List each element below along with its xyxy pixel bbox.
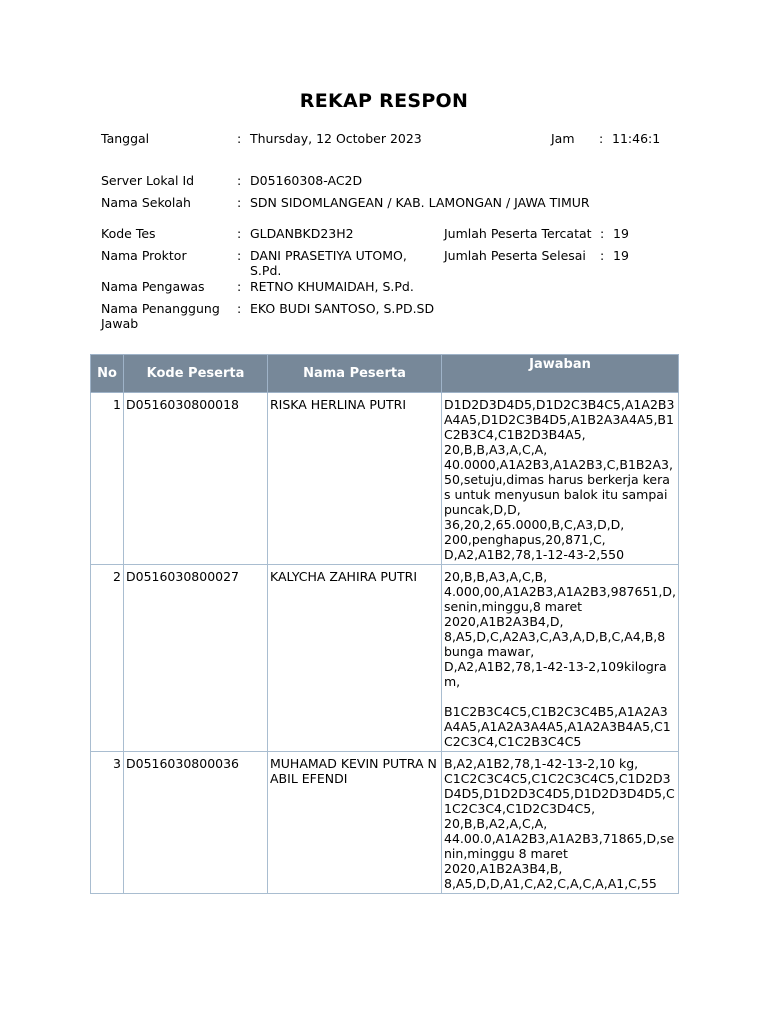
colon: : (237, 301, 242, 316)
kode-tes-value: GLDANBKD23H2 (250, 226, 354, 241)
cell-nama: MUHAMAD KEVIN PUTRA NABIL EFENDI (268, 752, 442, 894)
server-label: Server Lokal Id (101, 173, 195, 188)
cell-jawaban: 20,B,B,A3,A,C,B, 4.000,00,A1A2B3,A1A2B3,987651,D, senin,minggu,8 maret 2020,A1B2A3B4,D, 8,A5,D,C,A2A3,C,A3,A,D,B,C,A4,B,8 bunga mawar, D,A2,A1B2,78,1-42-13-2,109kilogram, B1C2B3C4C5,C1B2C3C4B5,A1A2A3A4A5,A1A2A3A4A5,A1A2A3B4A5,C1C2C3C4,C1C2B3C4C5 (442, 565, 679, 752)
sekolah-label: Nama Sekolah (101, 195, 191, 210)
table-header-row (91, 355, 679, 393)
tanggal-label: Tanggal (101, 131, 150, 146)
colon: : (600, 226, 605, 241)
proktor-value: DANI PRASETIYA UTOMO, S.Pd. (250, 248, 407, 278)
colon: : (599, 131, 604, 146)
tanggal-value: Thursday, 12 October 2023 (250, 131, 422, 146)
cell-jawaban: D1D2D3D4D5,D1D2C3B4C5,A1A2B3A4A5,D1D2C3B4D5,A1B2A3A4A5,B1C2B3C4,C1B2D3B4A5, 20,B,B,A3,A,C,A, 40.0000,A1A2B3,A1A2B3,C,B1B2A3, 50,setuju,dimas harus berkerja keras untuk menyusun balok itu sampai puncak,D,D, 36,20,2,65.0000,B,C,A3,D,D, 200,penghapus,20,871,C, D,A2,A1B2,78,1-12-43-2,550 (442, 393, 679, 565)
column-header-kode: Kode Peserta (124, 355, 268, 393)
cell-kode: D0516030800036 (124, 752, 268, 894)
tercatat-value: 19 (613, 226, 629, 241)
cell-nama: KALYCHA ZAHIRA PUTRI (268, 565, 442, 752)
colon: : (237, 248, 242, 263)
table-row (91, 565, 679, 752)
colon: : (237, 173, 242, 188)
cell-no: 1 (91, 393, 124, 565)
page-title: REKAP RESPON (299, 90, 469, 112)
jam-label: Jam (551, 131, 575, 146)
cell-kode: D0516030800027 (124, 565, 268, 752)
cell-kode: D0516030800018 (124, 393, 268, 565)
colon: : (237, 226, 242, 241)
column-header-no: No (91, 355, 124, 393)
colon: : (237, 131, 242, 146)
kode-tes-row (0, 226, 768, 242)
colon: : (600, 248, 605, 263)
selesai-label: Jumlah Peserta Selesai (444, 248, 586, 263)
server-value: D05160308-AC2D (250, 173, 363, 188)
table-row (91, 752, 679, 894)
sekolah-value: SDN SIDOMLANGEAN / KAB. LAMONGAN / JAWA TIMUR (250, 195, 590, 210)
tercatat-label: Jumlah Peserta Tercatat (444, 226, 592, 241)
penanggung-label: Nama Penanggung Jawab (101, 301, 220, 331)
table-row (91, 393, 679, 565)
colon: : (237, 195, 242, 210)
cell-no: 3 (91, 752, 124, 894)
penanggung-value: EKO BUDI SANTOSO, S.PD.SD (250, 301, 435, 316)
sekolah-row (0, 195, 768, 211)
cell-nama: RISKA HERLINA PUTRI (268, 393, 442, 565)
kode-tes-label: Kode Tes (101, 226, 156, 241)
cell-jawaban: B,A2,A1B2,78,1-42-13-2,10 kg, C1C2C3C4C5,C1C2C3C4C5,C1D2D3D4D5,D1D2D3C4D5,D1D2D3D4D5,C1C2C3C4,C1D2C3D4C5, 20,B,B,A2,A,C,A, 44.00.0,A1A2B3,A1A2B3,71865,D,senin,minggu 8 maret 2020,A1B2A3B4,B, 8,A5,D,D,A1,C,A2,C,A,C,A,A1,C,55 (442, 752, 679, 894)
penanggung-row (0, 301, 768, 331)
pengawas-value: RETNO KHUMAIDAH, S.Pd. (250, 279, 414, 294)
cell-no: 2 (91, 565, 124, 752)
pengawas-row (0, 279, 768, 295)
server-row (0, 173, 768, 189)
tanggal-row (0, 131, 768, 147)
column-header-jawaban: Jawaban (442, 355, 679, 393)
jam-value: 11:46:1 (612, 131, 661, 146)
selesai-value: 19 (613, 248, 629, 263)
column-header-nama: Nama Peserta (268, 355, 442, 393)
proktor-row (0, 248, 768, 278)
colon: : (237, 279, 242, 294)
proktor-label: Nama Proktor (101, 248, 187, 263)
pengawas-label: Nama Pengawas (101, 279, 205, 294)
response-table (90, 354, 679, 894)
